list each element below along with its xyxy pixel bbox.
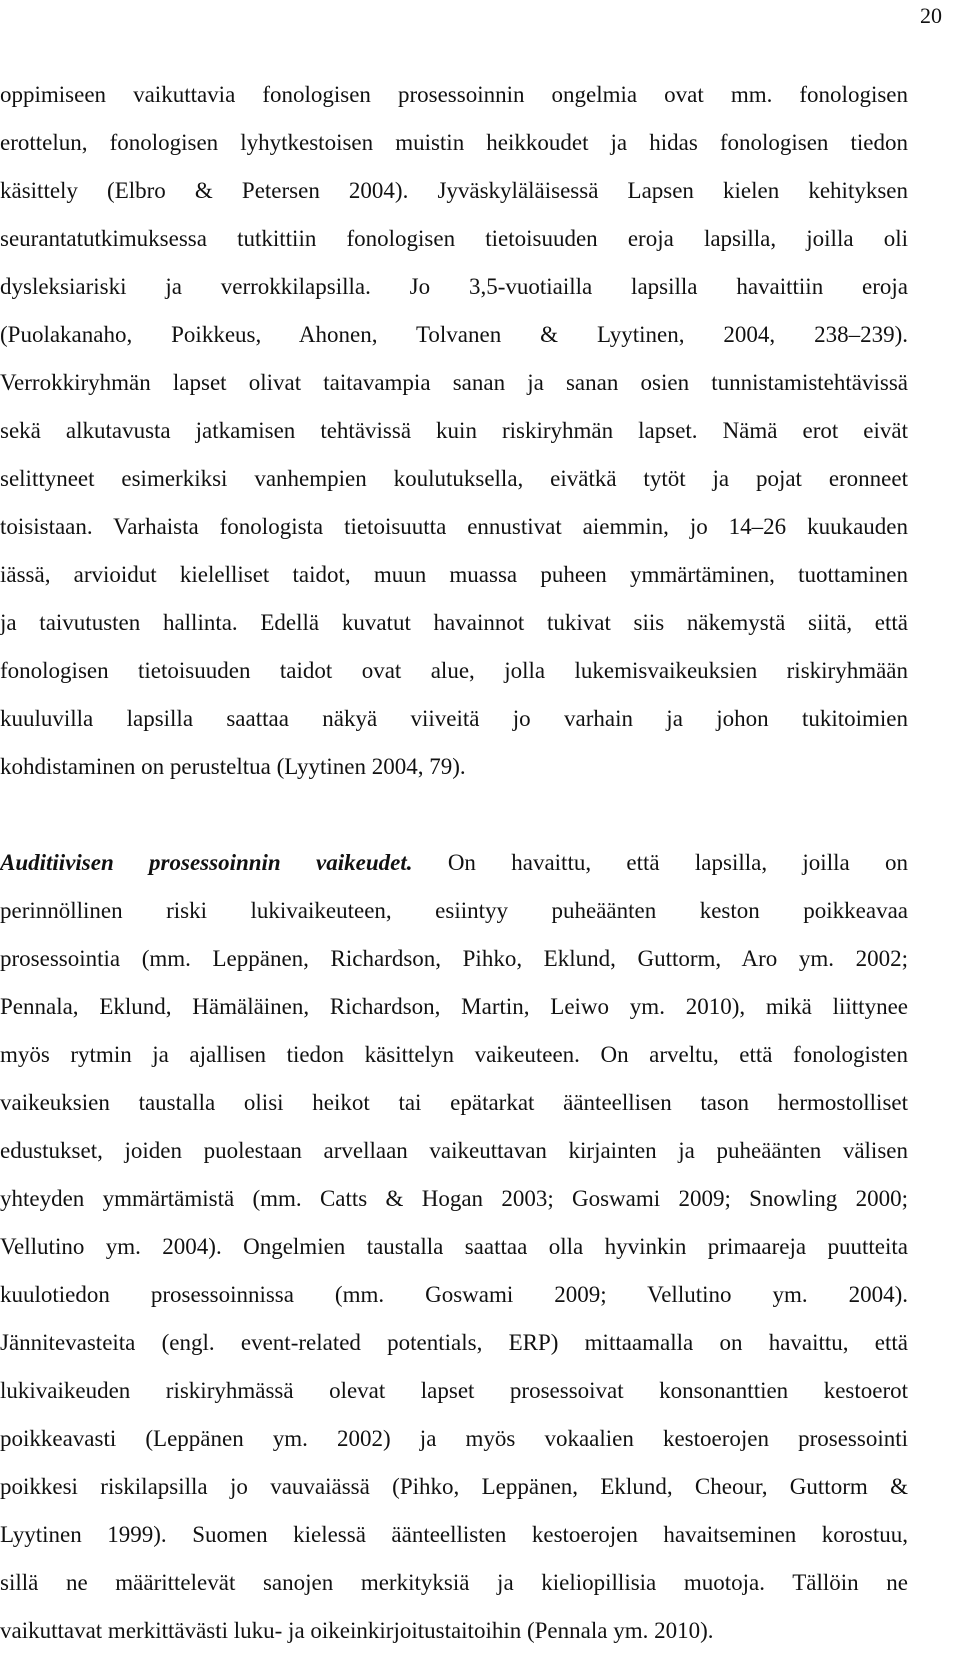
- text-line: edustukset, joiden puolestaan arvellaan vaikeuttavan kirjainten ja puheäänten välisen: [0, 1138, 908, 1163]
- text-line: perinnöllinen riski lukivaikeuteen, esiintyy puheäänten keston poikkeavaa: [0, 898, 908, 923]
- text-line: myös rytmin ja ajallisen tiedon käsittelyn vaikeuteen. On arveltu, että fonologisten: [0, 1042, 908, 1067]
- text-line: ja taivutusten hallinta. Edellä kuvatut havainnot tukivat siis näkemystä siitä, että: [0, 610, 908, 635]
- text-line: toisistaan. Varhaista fonologista tietoisuutta ennustivat aiemmin, jo 14–26 kuukauden: [0, 514, 908, 539]
- text-run: On havaittu, että lapsilla, joilla on: [412, 850, 909, 875]
- text-line: fonologisen tietoisuuden taidot ovat alue, jolla lukemisvaikeuksien riskiryhmään: [0, 658, 908, 683]
- text-line: kohdistaminen on perusteltua (Lyytinen 2004, 79).: [0, 754, 466, 779]
- document-body: [0, 71, 908, 1655]
- text-line: selittyneet esimerkiksi vanhempien koulutuksella, eivätkä tytöt ja pojat eronneet: [0, 466, 908, 491]
- text-line: sillä ne määrittelevät sanojen merkityksiä ja kieliopillisia muotoja. Tällöin ne: [0, 1570, 908, 1595]
- text-line: Vellutino ym. 2004). Ongelmien taustalla saattaa olla hyvinkin primaareja puutteita: [0, 1234, 908, 1259]
- text-line: kuuluvilla lapsilla saattaa näkyä viiveitä jo varhain ja johon tukitoimien: [0, 706, 908, 731]
- text-line: seurantatutkimuksessa tutkittiin fonologisen tietoisuuden eroja lapsilla, joilla oli: [0, 226, 908, 251]
- text-line: iässä, arvioidut kielelliset taidot, muun muassa puheen ymmärtäminen, tuottaminen: [0, 562, 908, 587]
- text-line: Verrokkiryhmän lapset olivat taitavampia sanan ja sanan osien tunnistamistehtävissä: [0, 370, 908, 395]
- text-line: oppimiseen vaikuttavia fonologisen prosessoinnin ongelmia ovat mm. fonologisen: [0, 82, 908, 107]
- text-line: dysleksiariski ja verrokkilapsilla. Jo 3,5-vuotiailla lapsilla havaittiin eroja: [0, 274, 908, 299]
- text-line: (Puolakanaho, Poikkeus, Ahonen, Tolvanen & Lyytinen, 2004, 238–239).: [0, 322, 908, 347]
- text-line: prosessointia (mm. Leppänen, Richardson, Pihko, Eklund, Guttorm, Aro ym. 2002;: [0, 946, 908, 971]
- paragraph-spacer: [0, 791, 908, 839]
- paragraph-phonological-processing: [0, 71, 908, 791]
- text-line: poikkeavasti (Leppänen ym. 2002) ja myös vokaalien kestoerojen prosessointi: [0, 1426, 908, 1451]
- text-line: kuulotiedon prosessoinnissa (mm. Goswami 2009; Vellutino ym. 2004).: [0, 1282, 908, 1307]
- text-line: sekä alkutavusta jatkamisen tehtävissä kuin riskiryhmän lapset. Nämä erot eivät: [0, 418, 908, 443]
- text-line: Jännitevasteita (engl. event-related potentials, ERP) mittaamalla on havaittu, että: [0, 1330, 908, 1355]
- text-line: poikkesi riskilapsilla jo vauvaiässä (Pihko, Leppänen, Eklund, Cheour, Guttorm &: [0, 1474, 908, 1499]
- text-line: käsittely (Elbro & Petersen 2004). Jyväskyläläisessä Lapsen kielen kehityksen: [0, 178, 908, 203]
- text-line: Lyytinen 1999). Suomen kielessä äänteellisten kestoerojen havaitseminen korostuu,: [0, 1522, 908, 1547]
- text-line: [0, 839, 908, 887]
- text-line: Pennala, Eklund, Hämäläinen, Richardson, Martin, Leiwo ym. 2010), mikä liittynee: [0, 994, 908, 1019]
- text-line: erottelun, fonologisen lyhytkestoisen muistin heikkoudet ja hidas fonologisen tiedon: [0, 130, 908, 155]
- text-line: lukivaikeuden riskiryhmässä olevat lapset prosessoivat konsonanttien kestoerot: [0, 1378, 908, 1403]
- paragraph-auditory-processing: [0, 839, 908, 1655]
- text-line: vaikuttavat merkittävästi luku- ja oikeinkirjoitustaitoihin (Pennala ym. 2010).: [0, 1618, 714, 1643]
- section-heading: Auditiivisen prosessoinnin vaikeudet.: [0, 850, 413, 875]
- text-line: yhteyden ymmärtämistä (mm. Catts & Hogan 2003; Goswami 2009; Snowling 2000;: [0, 1186, 908, 1211]
- page-number: 20: [920, 3, 942, 28]
- text-line: vaikeuksien taustalla olisi heikot tai epätarkat äänteellisen tason hermostolliset: [0, 1090, 908, 1115]
